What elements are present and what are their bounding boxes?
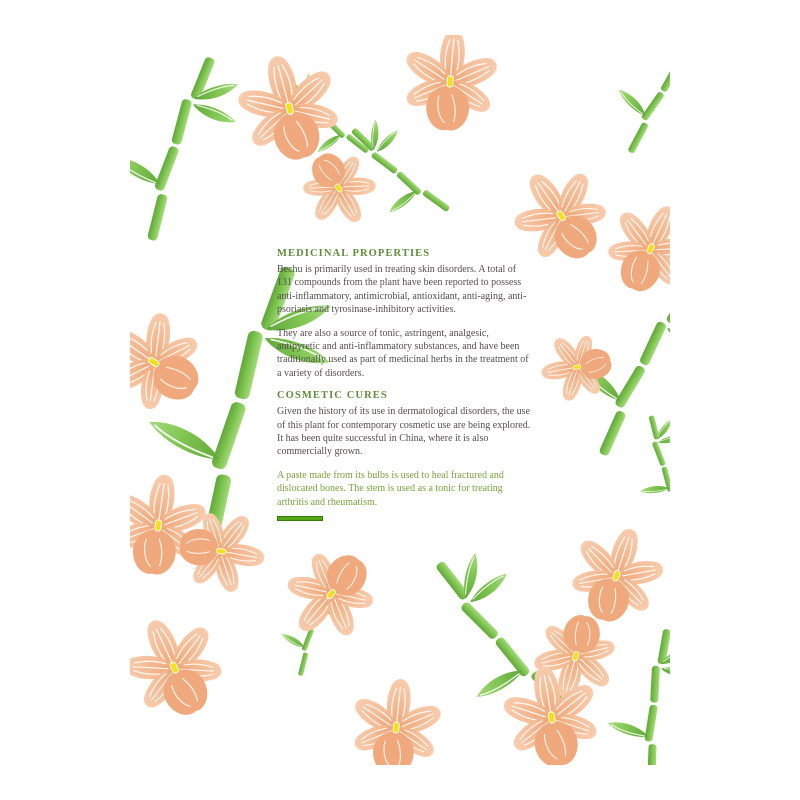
note-paragraph: A paste made from its bulbs is used to heal fractured and dislocated bones. The stem is used as a tonic for treating arthritis and rheumatism. bbox=[277, 469, 504, 508]
green-rule-divider bbox=[277, 516, 323, 521]
text-block bbox=[277, 248, 532, 521]
bamboo-motif bbox=[130, 38, 253, 254]
flower-motif bbox=[344, 674, 448, 765]
section-heading-cosmetic-cures: COSMETIC CURES bbox=[277, 390, 388, 402]
paragraph-cosmetic-1: Given the history of its use in dermatological disorders, the use of this plant for contemporary cosmetic use are being explored. It has been quite successful in China, where it is also commercially grown. bbox=[277, 406, 531, 458]
paragraph-medicinal-1: Bechu is primarily used in treating skin disorders. A total of 131 compounds from the plant have been reported to possess anti-inflammatory, antimicrobial, antioxidant, anti-aging, anti-psoriasis and tyrosinase-inhibitory activities. bbox=[277, 264, 527, 316]
flower-motif bbox=[591, 188, 670, 308]
flower-motif bbox=[536, 327, 617, 408]
paragraph-medicinal-2: They are also a source of tonic, astringent, analgesic, antipyretic and anti-inflammatory substances, and have been traditionally used as part of medicinal herbs in the treatment of a variety of disorders. bbox=[277, 327, 529, 379]
flower-motif bbox=[130, 600, 240, 733]
flower-motif bbox=[130, 292, 223, 431]
bamboo-motif bbox=[618, 408, 670, 527]
section-heading-medicinal-properties: MEDICINAL PROPERTIES bbox=[277, 248, 431, 259]
bamboo-motif bbox=[593, 35, 670, 169]
flower-motif bbox=[396, 35, 504, 135]
flower-motif bbox=[225, 43, 353, 172]
page bbox=[130, 35, 670, 765]
